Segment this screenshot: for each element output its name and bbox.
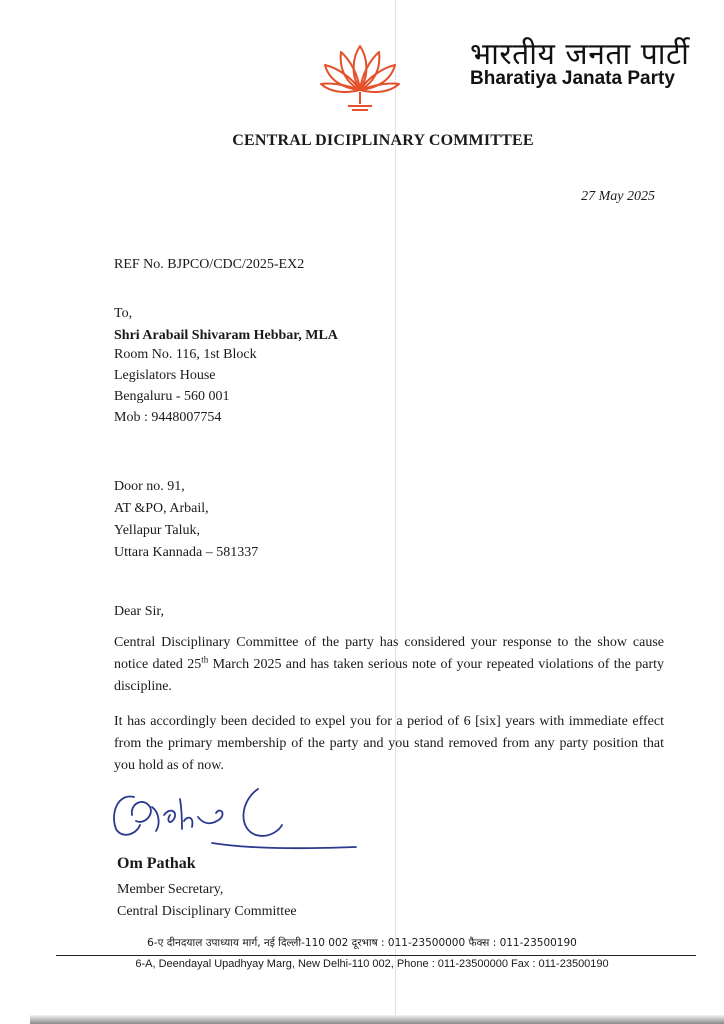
- signer-title: Member Secretary,: [117, 882, 224, 897]
- footer-divider: [56, 955, 696, 956]
- committee-title: CENTRAL DICIPLINARY COMMITTEE: [232, 132, 534, 149]
- address-line: Mob : 9448007754: [114, 410, 222, 425]
- recipient-home-address: [114, 476, 258, 564]
- salutation: Dear Sir,: [114, 604, 164, 619]
- signer-committee: Central Disciplinary Committee: [117, 904, 297, 919]
- lotus-icon: [318, 38, 402, 114]
- signature-image: [100, 785, 370, 865]
- address-line: Room No. 116, 1st Block: [114, 347, 257, 362]
- paragraph-text: Central Disciplinary Committee of the party has considered your response to the show cause notice dated 25: [114, 635, 664, 672]
- body-paragraph-2: It has accordingly been decided to expel you for a period of 6 [six] years with immediate effect from the primary membership of the party and you stand removed from any party position that you hold as of now.: [114, 714, 664, 773]
- address-line: Legislators House: [114, 368, 216, 383]
- to-label: To,: [114, 306, 133, 321]
- paragraph-text: March 2025 and has taken serious note of your repeated violations of the party discipline.: [114, 657, 664, 694]
- signer-role: [117, 879, 297, 923]
- address-line: AT &PO, Arbail,: [114, 501, 209, 516]
- ordinal-suffix: th: [201, 654, 209, 665]
- party-name-hindi: भारतीय जनता पार्टी: [470, 37, 690, 72]
- paper-fold-line: [395, 0, 396, 1024]
- recipient-address: [114, 344, 257, 428]
- recipient-name: Shri Arabail Shivaram Hebbar, MLA: [114, 328, 338, 343]
- address-line: Bengaluru - 560 001: [114, 389, 230, 404]
- footer-address-english: 6-A, Deendayal Upadhyay Marg, New Delhi-110 002, Phone : 011-23500000 Fax : 011-23500190: [135, 958, 609, 970]
- signer-name: Om Pathak: [117, 855, 196, 872]
- address-line: Uttara Kannada – 581337: [114, 545, 259, 560]
- party-name-english: Bharatiya Janata Party: [470, 68, 675, 89]
- letter-date: 27 May 2025: [581, 189, 655, 204]
- scan-edge-shadow: [30, 1015, 724, 1024]
- reference-number: REF No. BJPCO/CDC/2025-EX2: [114, 257, 305, 272]
- address-line: Door no. 91,: [114, 479, 185, 494]
- body-paragraph-1: [114, 632, 664, 698]
- footer-address-hindi: 6-ए दीनदयाल उपाध्याय मार्ग, नई दिल्ली-110 002 दूरभाष : 011-23500000 फैक्स : 011-23500190: [147, 937, 577, 949]
- address-line: Yellapur Taluk,: [114, 523, 201, 538]
